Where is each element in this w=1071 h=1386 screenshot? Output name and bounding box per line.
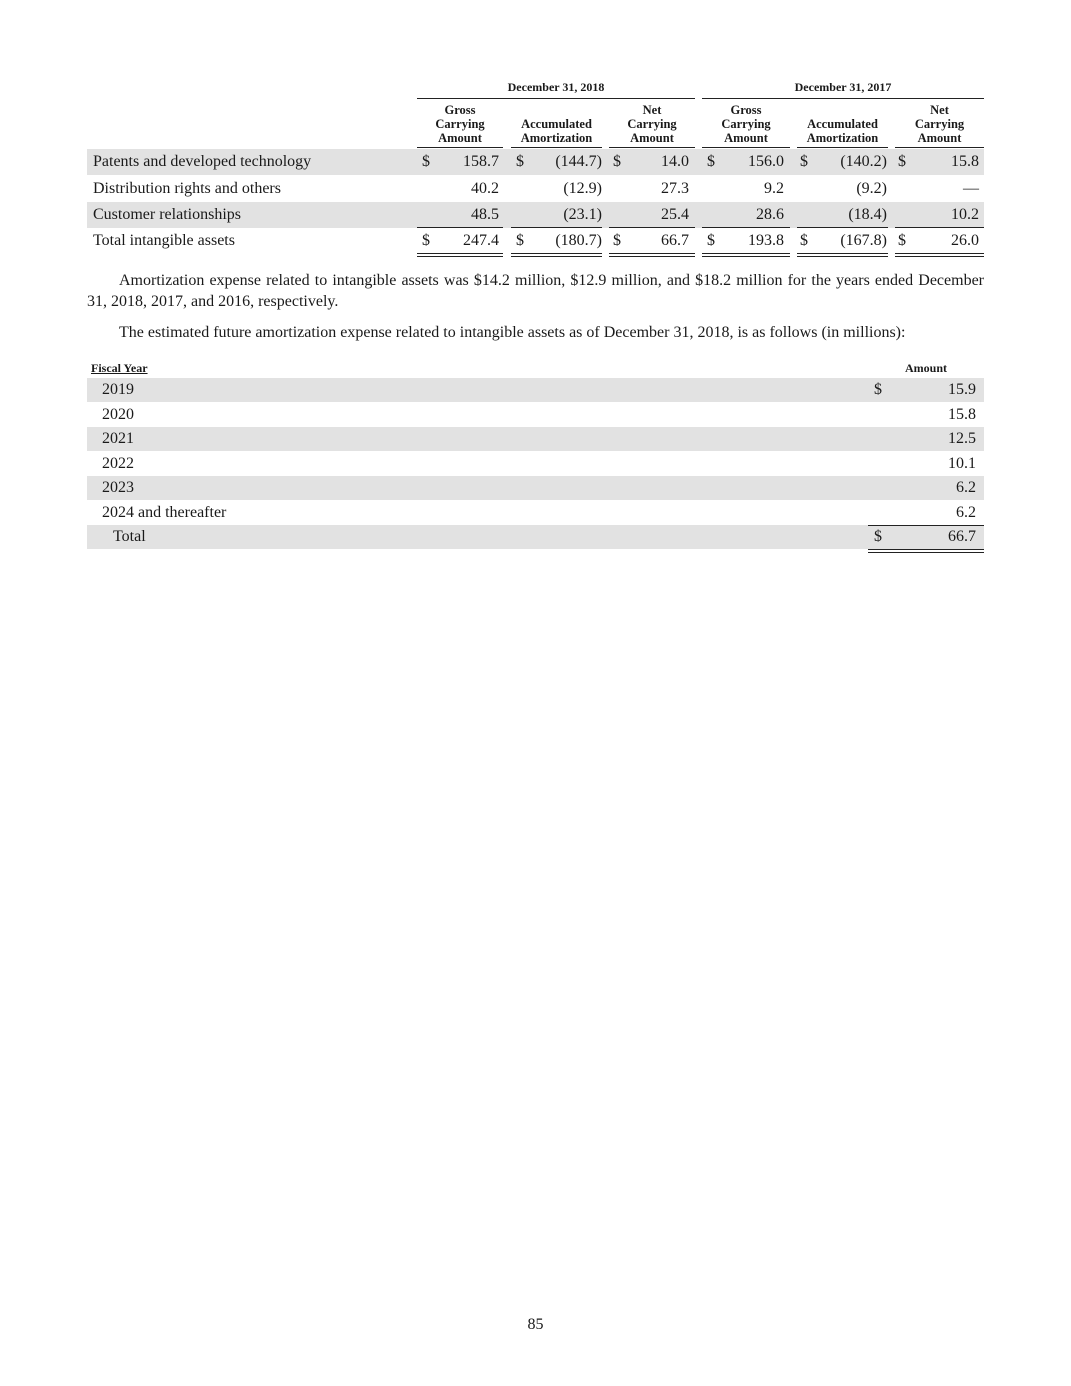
subtotal-rule [868,525,984,526]
row-label: Total intangible assets [93,232,235,249]
cell-value: 15.9 [948,381,976,398]
currency-symbol: $ [800,153,808,170]
cell-value: 48.5 [471,206,499,223]
table-row [87,176,984,202]
currency-symbol: $ [800,232,808,249]
subtotal-rule [895,227,984,228]
row-label: 2023 [102,479,134,496]
cell-value: 66.7 [948,528,976,545]
col-header-net-2018: Net Carrying Amount [609,102,695,148]
cell-value: (144.7) [555,153,602,170]
currency-symbol: $ [613,153,621,170]
currency-symbol: $ [516,232,524,249]
table-row [87,228,984,254]
col-header-gross-2018: Gross Carrying Amount [417,102,503,148]
group-header-label: December 31, 2017 [794,80,892,94]
cell-value: 6.2 [956,479,976,496]
total-double-rule [417,253,503,257]
row-label: Distribution rights and others [93,180,281,197]
fiscal-year-header: Fiscal Year [91,361,148,375]
group-header-2018 [417,80,695,99]
row-label: 2021 [102,430,134,447]
total-double-rule [868,549,984,553]
amortization-expense-paragraph: Amortization expense related to intangible assets was $14.2 million, $12.9 million, and $18.2 million for the years ended December 31, 2018, 2017, and 2016, respectively. [87,272,984,310]
cell-value: 156.0 [748,153,784,170]
table-row [87,452,984,476]
currency-symbol: $ [422,232,430,249]
cell-value: 40.2 [471,180,499,197]
subtotal-rule [609,227,695,228]
table-row [87,501,984,525]
cell-value: — [963,180,979,197]
subtotal-rule [702,227,790,228]
cell-value: 66.7 [661,232,689,249]
col-header-gross-2017: Gross Carrying Amount [702,102,790,148]
table-row [87,427,984,451]
table-row [87,403,984,427]
cell-value: 12.5 [948,430,976,447]
cell-value: 14.0 [661,153,689,170]
cell-value: (180.7) [555,232,602,249]
currency-symbol: $ [874,528,882,545]
cell-value: 26.0 [951,232,979,249]
total-double-rule [702,253,790,257]
currency-symbol: $ [898,153,906,170]
cell-value: (12.9) [563,180,602,197]
currency-symbol: $ [516,153,524,170]
cell-value: (140.2) [840,153,887,170]
col-header-accum-2017: Accumulated Amortization [797,102,888,148]
cell-value: 6.2 [956,503,976,521]
row-label: Patents and developed technology [93,153,312,170]
row-label: Customer relationships [93,206,241,223]
subtotal-rule [797,227,888,228]
cell-value: 27.3 [661,180,689,197]
total-row [87,525,984,549]
cell-value: 15.8 [948,405,976,423]
currency-symbol: $ [707,153,715,170]
currency-symbol: $ [898,232,906,249]
col-header-accum-2018: Accumulated Amortization [511,102,602,148]
cell-value: (167.8) [840,232,887,249]
subtotal-rule [511,227,602,228]
currency-symbol: $ [874,381,882,398]
row-label: 2022 [102,454,134,472]
cell-value: (18.4) [848,206,887,223]
cell-value: 15.8 [951,153,979,170]
total-double-rule [797,253,888,257]
currency-symbol: $ [707,232,715,249]
total-double-rule [609,253,695,257]
cell-value: (23.1) [563,206,602,223]
row-label: Total [113,528,146,545]
table-row [87,202,984,228]
row-label: 2019 [102,381,134,398]
total-double-rule [895,253,984,257]
cell-value: 10.2 [951,206,979,223]
amount-header: Amount [904,361,947,375]
currency-symbol: $ [422,153,430,170]
col-header-net-2017: Net Carrying Amount [895,102,984,148]
cell-value: 10.1 [948,454,976,472]
table-row [87,378,984,402]
table-row [87,476,984,500]
currency-symbol: $ [613,232,621,249]
subtotal-rule [417,227,503,228]
cell-value: 247.4 [463,232,499,249]
group-header-2017 [702,80,984,99]
table-row [87,149,984,175]
page-number: 85 [527,1316,544,1333]
total-double-rule [511,253,602,257]
future-amortization-intro: The estimated future amortization expense related to intangible assets as of December 31, 2018, is as follows (in millions): [119,324,906,341]
cell-value: (9.2) [856,180,887,197]
cell-value: 9.2 [764,180,784,197]
cell-value: 158.7 [463,153,499,170]
row-label: 2024 and thereafter [102,503,227,521]
row-label: 2020 [102,405,134,423]
cell-value: 28.6 [756,206,784,223]
cell-value: 193.8 [748,232,784,249]
cell-value: 25.4 [661,206,689,223]
group-header-label: December 31, 2018 [507,80,605,94]
